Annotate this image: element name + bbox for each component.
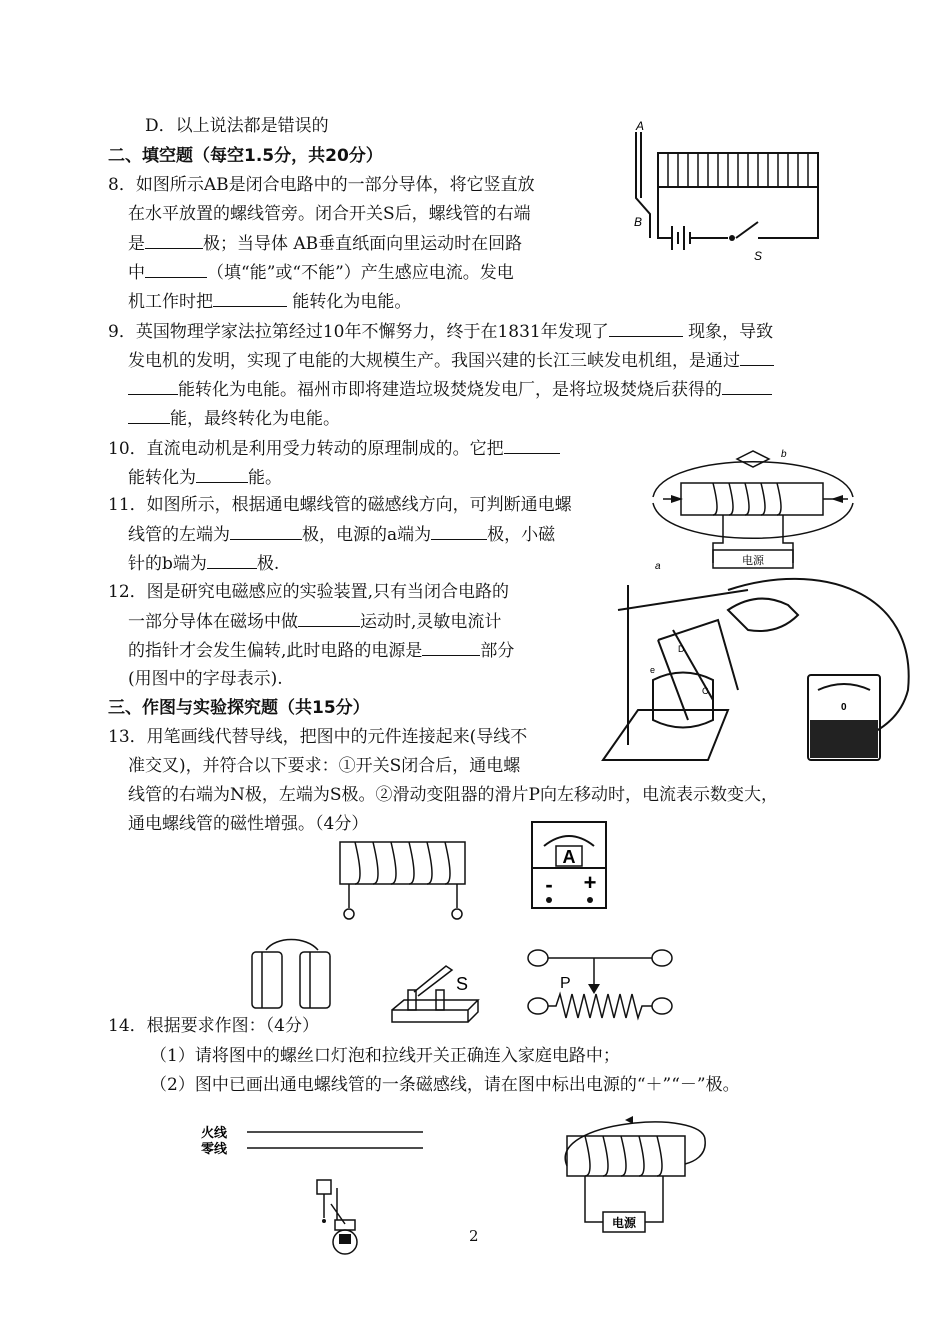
q13-line3: 线管的右端为N极，左端为S极。②滑动变阻器的滑片P向左移动时，电流表示数变大， xyxy=(128,785,778,805)
q10-line1: 10．直流电动机是利用受力转动的原理制成的。它把 xyxy=(108,437,560,460)
q13-ammeter-plus: + xyxy=(583,870,597,895)
q12-blank-motion[interactable] xyxy=(298,610,360,627)
q8-line2: 在水平放置的螺线管旁。闭合开关S后，螺线管的右端 xyxy=(128,204,531,224)
q11-blank-terminal-a[interactable] xyxy=(431,523,487,540)
q13-slider-label: P xyxy=(560,975,571,992)
q11-line3: 针的b端为 极. xyxy=(128,554,280,574)
q13-battery xyxy=(246,940,338,1012)
q11-power-label: 电源 xyxy=(742,555,764,567)
q12-galvanometer-zero: 0 xyxy=(841,702,847,713)
q11-line2: 线管的左端为 极，电源的a端为 极，小磁 xyxy=(128,525,556,545)
q12-induction-figure xyxy=(598,570,918,770)
q9-line1: 9．英国物理学家法拉第经过10年不懈努力，终于在1831年发现了 现象，导致 xyxy=(108,322,774,342)
q9-line4: 能，最终转化为电能。 xyxy=(128,407,340,430)
q12-label-d: D xyxy=(678,644,685,654)
q12-line4: (用图中的字母表示). xyxy=(128,669,283,689)
q14-power-label: 电源 xyxy=(611,1216,637,1230)
q9-blank-energy-a[interactable] xyxy=(722,378,772,395)
q11-line1: 11．如图所示，根据通电螺线管的磁感线方向，可判断通电螺 xyxy=(108,495,572,515)
q13-ammeter-minus: - xyxy=(545,872,553,897)
q9-blank-source-b[interactable] xyxy=(128,378,178,395)
page-number: 2 xyxy=(469,1227,479,1245)
q8-line4: 中 （填“能”或“不能”）产生感应电流。发电 xyxy=(128,263,514,283)
q14-line3: （2）图中已画出通电螺线管的一条磁感线，请在图中标出电源的“＋”“－”极。 xyxy=(150,1075,740,1095)
q13-ammeter xyxy=(530,820,610,912)
q13-switch xyxy=(390,960,480,1036)
q14-line1: 14．根据要求作图：（4分） xyxy=(108,1016,319,1036)
q14-solenoid-figure xyxy=(545,1110,715,1238)
q11-label-b: b xyxy=(781,449,787,460)
q14-line2: （1）请将图中的螺丝口灯泡和拉线开关正确连入家庭电路中； xyxy=(150,1046,620,1066)
q14-neutral-wire-label: 零线 xyxy=(201,1141,228,1156)
q11-label-a: a xyxy=(655,561,661,572)
q8-blank-energy[interactable] xyxy=(213,290,287,307)
q11-solenoid-figure xyxy=(653,445,863,570)
q13-rheostat xyxy=(524,942,684,1030)
q9-line3: 能转化为电能。福州市即将建造垃圾焚烧发电厂，是将垃圾焚烧后获得的 xyxy=(128,378,772,401)
q9-blank-energy-b[interactable] xyxy=(128,407,170,424)
q8-blank-pole[interactable] xyxy=(145,232,203,249)
q13-ammeter-label: A xyxy=(562,847,576,867)
q9-blank-phenomenon[interactable] xyxy=(609,320,683,337)
q10-line2: 能转化为 能。 xyxy=(128,468,282,488)
q11-blank-needle-b[interactable] xyxy=(207,552,257,569)
q13-solenoid xyxy=(335,832,475,922)
section-2-title: 二、填空题（每空1.5分，共20分） xyxy=(108,146,383,166)
q10-blank-2[interactable] xyxy=(196,466,248,483)
q12-line2: 一部分导体在磁场中做 运动时,灵敏电流计 xyxy=(128,612,502,632)
q12-line3: 的指针才会发生偏转,此时电路的电源是 部分 xyxy=(128,641,515,661)
q8-line5: 机工作时把 能转化为电能。 xyxy=(128,292,412,312)
q8-label-s: S xyxy=(754,249,763,263)
q12-label-c: C xyxy=(702,686,709,696)
q11-blank-left-pole[interactable] xyxy=(230,523,302,540)
q13-line4: 通电螺线管的磁性增强。（4分） xyxy=(128,814,369,834)
q8-line1: 8．如图所示AB是闭合电路中的一部分导体，将它竖直放 xyxy=(108,175,535,195)
q10-blank-1[interactable] xyxy=(504,437,560,454)
section-3-title: 三、作图与实验探究题（共15分） xyxy=(108,698,370,718)
q12-line1: 12．图是研究电磁感应的实验装置,只有当闭合电路的 xyxy=(108,582,510,602)
q14-household-circuit xyxy=(195,1120,435,1260)
q13-line2: 准交叉)，并符合以下要求：①开关S闭合后，通电螺 xyxy=(128,756,521,776)
q13-line1: 13．用笔画线代替导线，把图中的元件连接起来(导线不 xyxy=(108,727,528,747)
q8-label-b: B xyxy=(634,215,643,229)
q14-live-wire-label: 火线 xyxy=(201,1125,228,1140)
q8-solenoid-figure xyxy=(628,118,833,263)
q9-blank-source-a[interactable] xyxy=(740,349,774,366)
q13-switch-label: S xyxy=(456,974,469,994)
q8-line3: 是 极；当导体 AB垂直纸面向里运动时在回路 xyxy=(128,234,523,254)
option-d: D．以上说法都是错误的 xyxy=(145,116,329,136)
q9-line2: 发电机的发明，实现了电能的大规模生产。我国兴建的长江三峡发电机组，是通过 xyxy=(128,349,774,372)
q8-label-a: A xyxy=(636,119,645,133)
q12-blank-source[interactable] xyxy=(422,639,480,656)
q12-label-e: e xyxy=(650,665,656,675)
q8-blank-current[interactable] xyxy=(145,261,207,278)
